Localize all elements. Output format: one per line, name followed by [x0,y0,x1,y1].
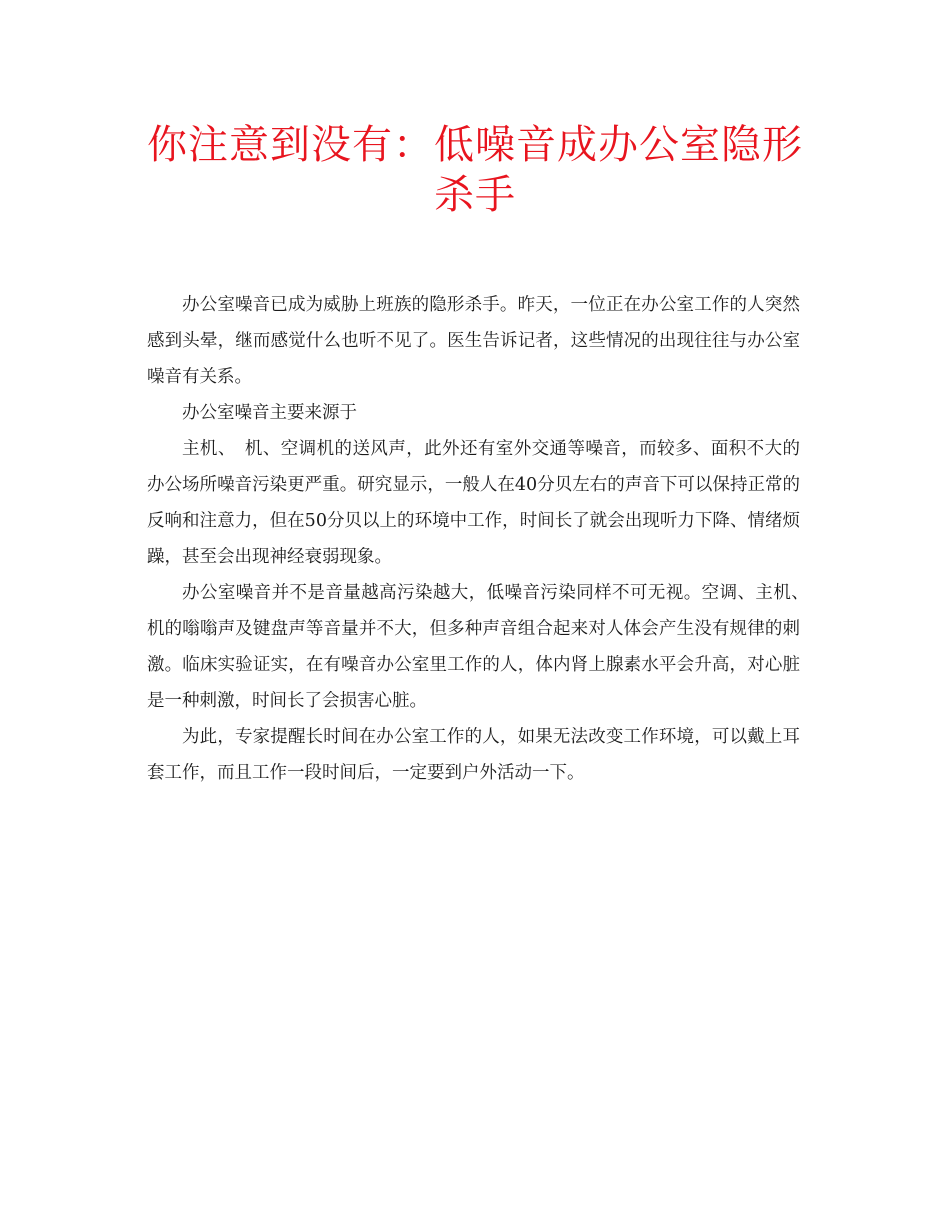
document-title: 你注意到没有：低噪音成办公室隐形杀手 [147,122,803,218]
paragraph-2: 办公室噪音主要来源于 [182,403,357,423]
paragraph-5: 为此，专家提醒长时间在办公室工作的人，如果无法改变工作环境，可以戴上耳套工作，而且工作一段时间后，一定要到户外活动一下。 [147,727,800,783]
paragraph-3: 主机、 机、空调机的送风声，此外还有室外交通等噪音，而较多、面积不大的办公场所噪音污染更严重。研究显示，一般人在40分贝左右的声音下可以保持正常的反响和注意力，但在50分贝以上的环境中工作，时间长了就会出现听力下降、情绪烦躁，甚至会出现神经衰弱现象。 [147,439,800,567]
paragraph-4: 办公室噪音并不是音量越高污染越大，低噪音污染同样不可无视。空调、主机、 机的嗡嗡声及键盘声等音量并不大，但多种声音组合起来对人体会产生没有规律的刺激。临床实验证实，在有噪音办公室里工作的人，体内肾上腺素水平会升高，对心脏是一种刺激，时间长了会损害心脏。 [147,583,818,711]
paragraph-1: 办公室噪音已成为威胁上班族的隐形杀手。昨天，一位正在办公室工作的人突然感到头晕，继而感觉什么也听不见了。医生告诉记者，这些情况的出现往往与办公室噪音有关系。 [147,295,800,387]
document-body [147,287,818,791]
